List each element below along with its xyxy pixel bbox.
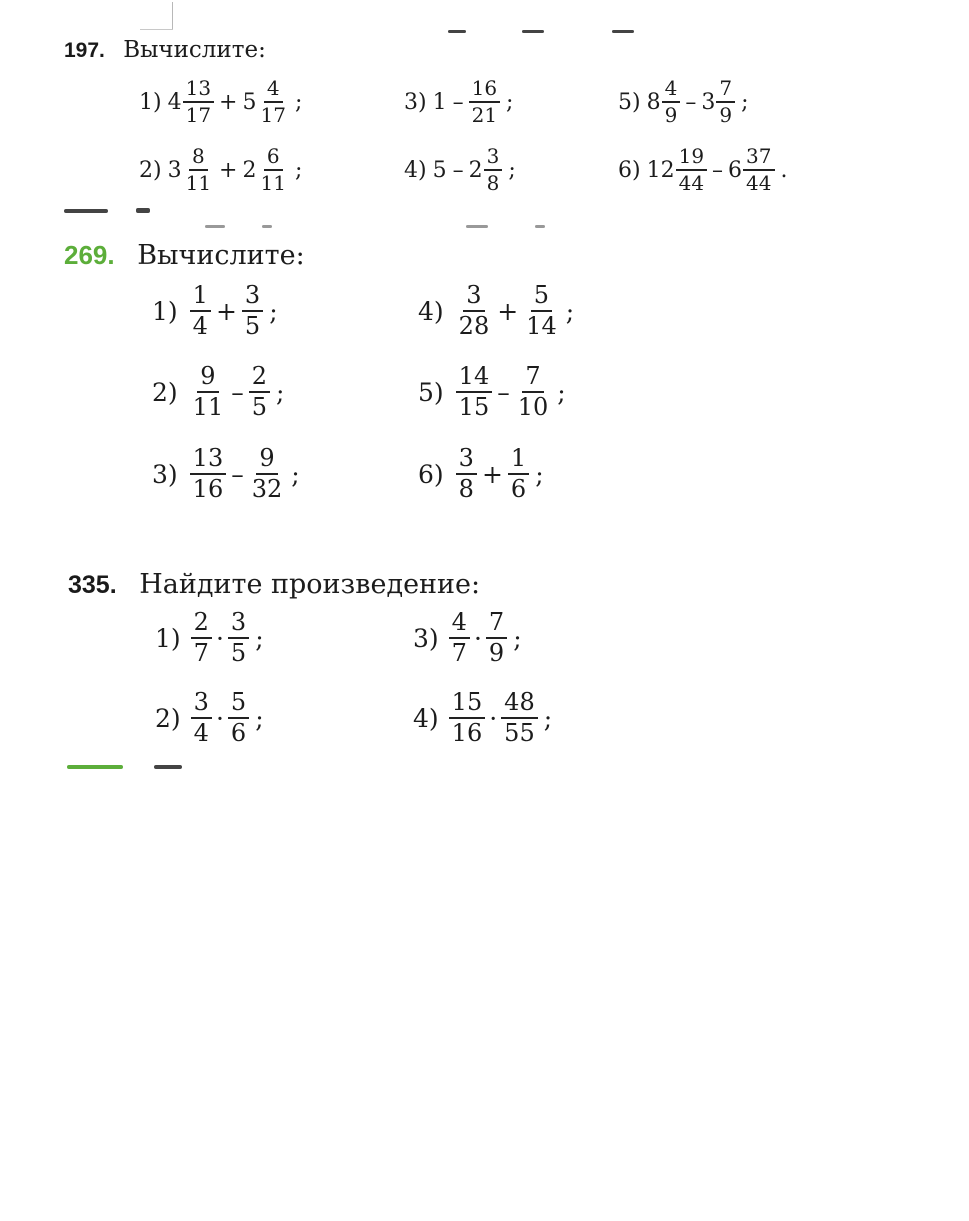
denominator: 14	[526, 312, 557, 341]
problem-item	[418, 283, 574, 340]
fraction	[191, 690, 212, 747]
fraction	[183, 146, 214, 194]
exercise-number: 335.	[68, 571, 117, 599]
denominator: 4	[192, 312, 208, 341]
fraction	[257, 78, 288, 126]
fraction	[183, 78, 214, 126]
numerator: 3	[463, 283, 484, 312]
problem-item	[139, 146, 302, 194]
fraction	[515, 364, 552, 421]
denominator: 17	[185, 103, 212, 128]
fraction	[249, 364, 270, 421]
fraction	[676, 146, 707, 194]
denominator: 9	[664, 103, 678, 128]
cropped-text-fragment	[205, 225, 225, 228]
operator: +	[219, 89, 238, 115]
operator: –	[231, 459, 244, 489]
numerator: 7	[486, 610, 507, 639]
numerator: 1	[508, 446, 529, 475]
punctuation: .	[780, 157, 788, 183]
fraction	[228, 610, 249, 667]
punctuation: ;	[269, 296, 278, 326]
denominator: 21	[471, 103, 498, 128]
denominator: 5	[244, 312, 261, 341]
operator: –	[452, 157, 464, 183]
punctuation: ;	[741, 89, 749, 115]
numerator: 9	[197, 364, 218, 393]
cropped-text-fragment	[67, 765, 123, 769]
denominator: 9	[719, 103, 733, 128]
cropped-text-fragment	[522, 30, 544, 33]
numerator: 3	[191, 690, 212, 719]
fraction	[190, 446, 227, 503]
operator: +	[481, 459, 503, 489]
numerator: 15	[449, 690, 486, 719]
fraction	[456, 283, 493, 340]
numerator: 19	[676, 146, 707, 171]
punctuation: ;	[557, 377, 566, 407]
cropped-text-fragment	[535, 225, 545, 228]
operator: –	[452, 89, 464, 115]
operator: –	[685, 89, 697, 115]
fraction	[508, 446, 529, 503]
problem-item	[618, 78, 748, 126]
problem-item	[155, 610, 264, 667]
cropped-text-fragment	[466, 225, 488, 228]
denominator: 44	[678, 171, 705, 196]
cropped-text-fragment	[612, 30, 634, 33]
punctuation: ;	[276, 377, 285, 407]
whole-part: 12	[646, 157, 675, 183]
denominator: 11	[185, 171, 212, 196]
numerator: 37	[743, 146, 774, 171]
item-label: 1)	[155, 623, 181, 653]
item-label: 2)	[152, 377, 178, 407]
item-label: 2)	[139, 157, 162, 183]
denominator: 8	[458, 475, 474, 504]
denominator: 11	[192, 393, 224, 422]
denominator: 6	[230, 719, 247, 748]
item-label: 4)	[404, 157, 427, 183]
operator: –	[712, 157, 724, 183]
item-label: 3)	[152, 459, 178, 489]
punctuation: ;	[255, 623, 264, 653]
exercise-number: 269.	[64, 240, 115, 270]
whole-part: 2	[468, 157, 483, 183]
cropped-text-fragment	[64, 209, 108, 213]
crop-edge-line	[172, 2, 173, 30]
fraction	[456, 364, 493, 421]
punctuation: ;	[535, 459, 544, 489]
denominator: 16	[451, 719, 483, 748]
fraction	[449, 690, 486, 747]
numerator: 16	[469, 78, 500, 103]
exercise-title: Найдите произведение:	[139, 569, 481, 600]
operator: +	[497, 296, 519, 326]
numerator: 3	[456, 446, 477, 475]
item-label: 4)	[413, 703, 439, 733]
fraction	[449, 610, 470, 667]
problem-item	[418, 364, 566, 421]
denominator: 32	[251, 475, 283, 504]
fraction	[228, 690, 249, 747]
problem-item	[418, 446, 544, 503]
problem-item	[155, 690, 264, 747]
problem-item	[152, 283, 278, 340]
punctuation: ;	[543, 703, 553, 733]
whole-part: 3	[701, 89, 716, 115]
operator: +	[219, 157, 238, 183]
denominator: 5	[251, 393, 267, 422]
fraction	[257, 146, 288, 194]
numerator: 4	[662, 78, 681, 103]
fraction	[456, 446, 477, 503]
cropped-text-fragment	[154, 765, 182, 769]
fraction	[523, 283, 560, 340]
item-label: 5)	[418, 377, 444, 407]
item-label: 5)	[618, 89, 641, 115]
numerator: 4	[264, 78, 283, 103]
item-label: 4)	[418, 296, 444, 326]
cropped-text-fragment	[262, 225, 272, 228]
whole-part: 6	[728, 157, 743, 183]
numerator: 9	[256, 446, 277, 475]
fraction	[501, 690, 538, 747]
fraction	[662, 78, 681, 126]
problem-item	[152, 446, 300, 503]
fraction	[716, 78, 735, 126]
denominator: 7	[451, 639, 467, 668]
numerator: 7	[716, 78, 735, 103]
fraction	[190, 364, 227, 421]
numerator: 14	[456, 364, 493, 393]
whole-part: 2	[242, 157, 257, 183]
punctuation: ;	[291, 459, 300, 489]
operator: ·	[215, 623, 224, 653]
exercise-heading	[68, 569, 480, 600]
item-label: 3)	[404, 89, 427, 115]
numerator: 6	[264, 146, 283, 171]
item-label: 6)	[418, 459, 444, 489]
numerator: 13	[183, 78, 214, 103]
denominator: 15	[458, 393, 490, 422]
cropped-text-fragment	[448, 30, 466, 33]
punctuation: ;	[294, 157, 303, 183]
integer: 5	[432, 157, 447, 183]
fraction	[190, 283, 211, 340]
denominator: 9	[488, 639, 505, 668]
denominator: 28	[458, 312, 490, 341]
punctuation: ;	[506, 89, 514, 115]
numerator: 3	[242, 283, 263, 312]
numerator: 13	[190, 446, 227, 475]
punctuation: ;	[565, 296, 575, 326]
numerator: 8	[189, 146, 208, 171]
problem-item	[618, 146, 788, 194]
punctuation: ;	[255, 703, 264, 733]
fraction	[484, 146, 503, 194]
exercise-title: Вычислите:	[137, 240, 305, 271]
denominator: 44	[746, 171, 772, 196]
exercise-heading	[64, 240, 305, 271]
integer: 1	[432, 89, 447, 115]
numerator: 3	[228, 610, 249, 639]
item-label: 1)	[152, 296, 178, 326]
denominator: 5	[230, 639, 247, 668]
denominator: 11	[260, 171, 286, 196]
numerator: 7	[522, 364, 543, 393]
problem-item	[413, 690, 552, 747]
denominator: 16	[192, 475, 224, 504]
denominator: 7	[193, 639, 209, 668]
denominator: 4	[193, 719, 209, 748]
denominator: 6	[510, 475, 527, 504]
punctuation: ;	[294, 89, 303, 115]
numerator: 48	[501, 690, 538, 719]
whole-part: 5	[242, 89, 257, 115]
exercise-title: Вычислите:	[123, 37, 266, 63]
fraction	[486, 610, 507, 667]
denominator: 55	[504, 719, 535, 748]
problem-item	[404, 146, 516, 194]
numerator: 1	[190, 283, 211, 312]
numerator: 3	[484, 146, 503, 171]
numerator: 4	[449, 610, 470, 639]
fraction	[469, 78, 500, 126]
denominator: 10	[517, 393, 549, 422]
denominator: 8	[486, 171, 500, 196]
operator: –	[497, 377, 510, 407]
fraction	[242, 283, 263, 340]
denominator: 17	[260, 103, 286, 128]
item-label: 2)	[155, 703, 181, 733]
item-label: 3)	[413, 623, 439, 653]
operator: –	[231, 377, 244, 407]
whole-part: 8	[646, 89, 661, 115]
item-label: 6)	[618, 157, 641, 183]
whole-part: 3	[167, 157, 182, 183]
crop-edge-line	[140, 29, 173, 30]
exercise-heading	[64, 37, 266, 63]
fraction	[249, 446, 286, 503]
problem-item	[152, 364, 284, 421]
numerator: 2	[191, 610, 212, 639]
operator: ·	[473, 623, 482, 653]
operator: +	[215, 296, 237, 326]
numerator: 5	[228, 690, 249, 719]
cropped-text-fragment	[136, 208, 150, 213]
problem-item	[413, 610, 522, 667]
numerator: 5	[531, 283, 552, 312]
operator: ·	[215, 703, 224, 733]
punctuation: ;	[508, 157, 516, 183]
exercise-number: 197.	[64, 39, 105, 62]
item-label: 1)	[139, 89, 162, 115]
whole-part: 4	[167, 89, 182, 115]
punctuation: ;	[513, 623, 522, 653]
fraction	[743, 146, 774, 194]
fraction	[191, 610, 212, 667]
numerator: 2	[249, 364, 270, 393]
operator: ·	[489, 703, 498, 733]
problem-item	[139, 78, 302, 126]
problem-item	[404, 78, 513, 126]
